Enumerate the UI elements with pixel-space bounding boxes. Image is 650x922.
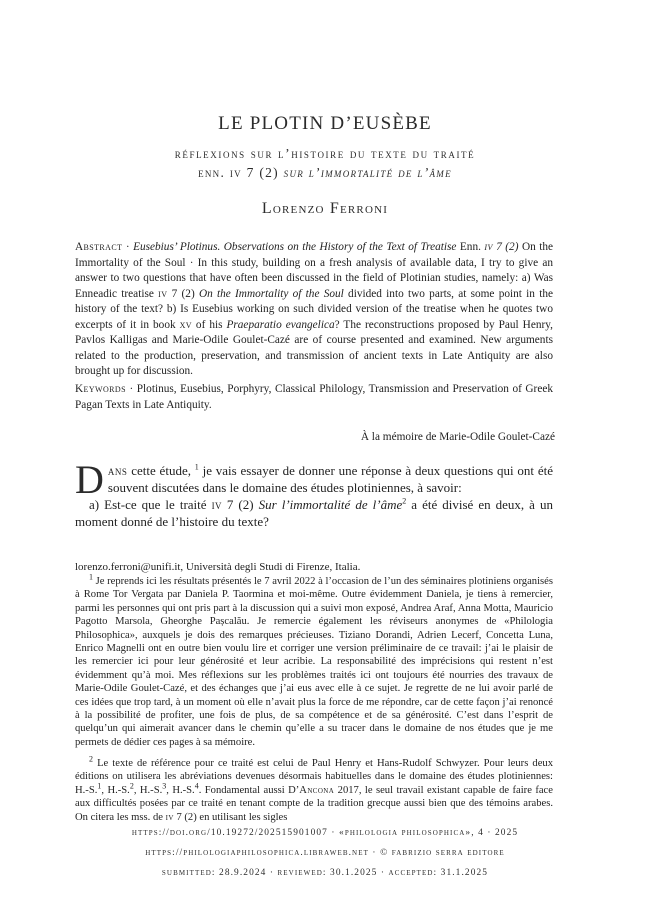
footnote-2-b: , H.-S. [101,784,130,796]
footnote-2-number: 2 [89,754,93,764]
abstract-title-num: 7 (2) [492,241,522,253]
article-subtitle-line-1: réflexions sur l’histoire du texte du traité [174,146,476,161]
footer-publisher-line[interactable]: https://philologiaphilosophica.libraweb.net · © fabrizio serra editore [145,848,505,858]
abstract-text-a: On the Immortality of the Soul · In this study, building on a fresh analysis of available data, I try to give an answer to two questions that have often been discussed in the field of Plotinian studies, namely: a) Was Enneadic treatise [75,241,554,300]
abstract-paragraph [75,240,553,380]
abstract-text-e: ? The reconstructions proposed by Paul Henry, Pavlos Kalligas and Marie-Odile Goulet-Cazé are of course presented and examined. New arguments related to the production, preservation, and transmission of ancient texts in Late Antiquity are also brought up for discussion. [75,318,553,377]
footnote-ref-1[interactable]: 1 [194,462,199,472]
body-p2-iv: iv [211,497,222,512]
footnote-2-e: . Fondamental aussi D’ [198,784,300,796]
footnote-2-sup-4: 4 [194,781,199,791]
footnote-1-number: 1 [89,572,93,582]
drop-cap: D [75,457,104,502]
dedication: À la mémoire de Marie-Odile Goulet-Cazé [360,431,555,443]
body-p1-text: cette étude, [127,463,195,478]
footnote-ref-2[interactable]: 2 [402,496,407,506]
subtitle-work-reference: enn. iv 7 (2) [198,165,279,180]
body-text [75,457,553,530]
abstract-text-italic: On the Immortality of the Soul [198,287,344,300]
article-subtitle-line-2 [0,165,650,181]
body-paragraph-2 [75,496,553,530]
body-p2-b: 7 (2) [221,497,259,512]
footnote-1-text: Je reprends ici les résultats présentés le 7 avril 2022 à l’occasion de l’un des séminaires plotiniens organisés à Rome Tor Vergata par Daniela P. Taormina et moi-même. Outre évidemment Daniela, je tiens à remercier, parmi les personnes qui ont pris part à la discussion qui a suivi mon exposé, Andrea Araf, Anna Motta, Mauricio Pagotto Marsola, Gheorghe Pașcalău. Je remercie également les réviseurs anonymes de «Philologia Philosophica», auxquels je dois des remarques précieuses. Tiziano Dorandi, Adrien Lecerf, Concetta Luna, Enrico Magnelli ont en outre bien voulu lire et corriger une version préliminaire de ce travail: j’ai le plaisir de les remercier ici pour leur générosité et leur acribie. La responsabilité des imprécisions qui restent n’est évidemment qu’à moi. Mes réflexions sur les problèmes traités ici ont toujours été nourries des travaux de Marie-Odile Goulet-Cazé, et des échanges que j’ai eus avec elle à ce sujet. Je regrette de ne lui avoir parlé de ces idées que trop tard, à un moment où elle n’avait plus la force de me répondre, car de cette façon j’ai renoncé à la possibilité de profiter, une fois de plus, de sa compétence et de sa générosité. C’est dans l’esprit de quelqu’un qui aimerait avancer dans le chemin qu’elle a su tracer dans le domaine de nos études que je me permets de dédier ces pages à sa mémoire. [75,576,553,748]
abstract-title-enn: Enn. [456,241,485,253]
abstract-text-c: divided into two parts, at some point in the history of the text? b) Is Eusebius working on such divided version of the treatise when he quotes two excerpts of it in book [75,287,553,331]
abstract-text-italic-2: Praeparatio evangelica [226,318,335,331]
footnote-2-iv: iv [165,811,174,823]
keywords-separator: · [125,383,137,395]
footnote-1 [75,572,553,749]
abstract-text-iv: iv [158,287,168,300]
body-p2-rest: a été divisé en deux, à un moment donné de l’histoire du texte? [75,497,553,529]
keywords-text: Plotinus, Eusebius, Porphyry, Classical Philology, Transmission and Preservation of Greek Pagan Texts in Late Antiquity. [75,383,553,411]
body-paragraph-1 [75,457,553,502]
abstract-title [133,241,522,253]
footnote-2-c: , H.-S. [133,784,163,796]
body-p2-italic: Sur l’immortalité de l’âme [258,497,403,512]
abstract-title-text: Eusebius’ Plotinus. Observations on the History of the Text of Treatise [133,241,457,253]
footnote-2-ancona: Ancona [299,784,335,796]
keywords-paragraph [75,382,553,413]
keywords-label: Keywords [75,383,126,395]
body-first-word: ans [107,463,128,478]
abstract-label: Abstract [75,241,123,253]
footer-doi-line[interactable]: https://doi.org/10.19272/202515901007 · «philologia philosophica», 4 · 2025 [131,828,519,838]
footnote-2-f: 2017, le seul travail existant capable de faire face aux difficultés posées par ce traité en tenant compte de la tradition grecque aussi bien que des témoins arabes. On citera les mss. de [75,784,553,823]
article-author: Lorenzo Ferroni [261,200,389,217]
abstract-text-d: of his [191,318,227,331]
author-contact: lorenzo.ferroni@unifi.it, Università degli Studi di Firenze, Italia. [75,561,361,573]
footnote-2-g: 7 (2) en utilisant les sigles [173,811,288,823]
footnote-2 [75,754,553,824]
footer-dates-line: submitted: 28.9.2024 · reviewed: 30.1.2025 · accepted: 31.1.2025 [161,868,489,878]
abstract-title-iv: iv [484,241,493,253]
footnote-2-sup-1: 1 [97,781,102,791]
body-p1-rest: je vais essayer de donner une réponse à deux questions qui ont été souvent discutées dans le domaine des études plotiniennes, à savoir: [107,463,553,495]
abstract-text-xv: xv [179,318,192,331]
abstract-text-b: 7 (2) [167,287,199,300]
footnote-2-sup-2: 2 [129,781,134,791]
subtitle-work-title: sur l’immortalité de l’âme [283,165,452,180]
footnote-2-d: , H.-S. [166,784,195,796]
article-title: LE PLOTIN D’EUSÈBE [218,113,432,134]
abstract-separator: · [122,241,134,253]
body-p2-a: a) Est-ce que le traité [89,497,212,512]
footnote-2-sup-3: 3 [162,781,167,791]
footnote-2-a: Le texte de référence pour ce traité est celui de Paul Henry et Hans-Rudolf Schwyzer. Pour leurs deux éditions on utilisera les abréviations devenues désormais habituelles dans le domaine des études plotiniennes: H.-S. [75,758,553,796]
